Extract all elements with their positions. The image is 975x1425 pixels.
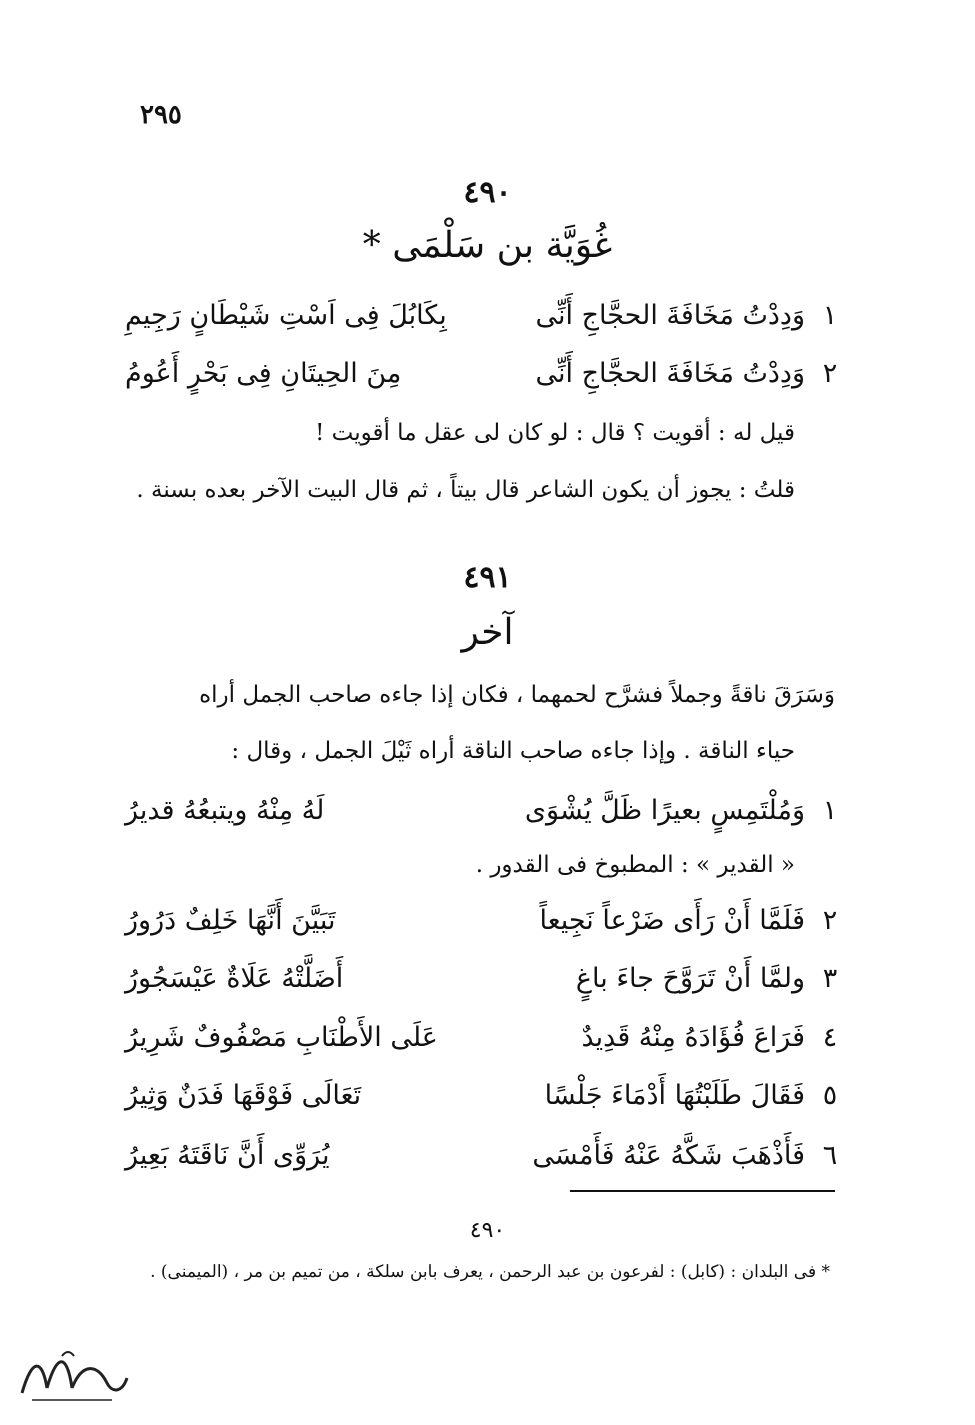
page-number: ٢٩٥ — [140, 100, 182, 130]
verse-line — [125, 795, 845, 843]
verse-second-hemistich: عَلَى الأَطْنَابِ مَصْفُوفٌ شَرِيرُ — [125, 1022, 438, 1053]
verse-line — [125, 358, 845, 406]
verse-number: ١ — [822, 795, 838, 826]
prose-line: قلتُ : يجوز أن يكون الشاعر قال بيتاً ، ثم قال البيت الآخر بعده بسنة . — [136, 477, 795, 503]
verse-second-hemistich: لَهُ مِنْهُ ويتبعُهُ قديرُ — [125, 795, 325, 826]
verse-number: ٤ — [822, 1022, 838, 1053]
verse-first-hemistich: فَلَمَّا أَنْ رَأَى ضَرْعاً نَجِيعاً — [539, 905, 805, 936]
verse-line — [125, 1022, 845, 1070]
verse-number: ٢ — [822, 905, 838, 936]
library-stamp-logo — [12, 1338, 132, 1410]
prose-line: حياء الناقة . وإذا جاءه صاحب الناقة أراه ثَيْلَ الجمل ، وقال : — [231, 738, 795, 764]
verse-number: ٥ — [822, 1080, 838, 1111]
verse-first-hemistich: وَمُلْتَمِسٍ بعيرًا ظَلَّ يُشْوَى — [524, 795, 805, 826]
verse-first-hemistich: وَدِدْتُ مَخَافَةَ الحجَّاجِ أَنِّى — [535, 358, 805, 389]
verse-line — [125, 300, 845, 348]
verse-line — [125, 1140, 845, 1188]
verse-first-hemistich: فَرَاعَ فُؤَادَهُ مِنْهُ قَدِيدٌ — [581, 1022, 805, 1053]
verse-second-hemistich: يُرَوِّى أَنَّ نَاقَتَهُ بَعِيرُ — [125, 1140, 330, 1171]
verse-second-hemistich: بِكَابُلَ فِى اَسْتِ شَيْطَانٍ رَجِيمِ — [125, 300, 447, 331]
verse-number: ٢ — [822, 358, 838, 389]
verse-first-hemistich: وَدِدْتُ مَخَافَةَ الحجَّاجِ أَنِّى — [535, 300, 805, 331]
section-heading: آخر — [461, 612, 514, 653]
section-number: ٤٩١ — [463, 560, 512, 595]
verse-second-hemistich: أَضَلَّتْهُ عَلَاةٌ عَيْسَجُورُ — [125, 963, 344, 994]
footnote-text: * فى البلدان : (كابل) : لفرعون بن عبد الرحمن ، يعرف بابن سلكة ، من تميم بن مر ، (الميمنى) . — [150, 1262, 830, 1282]
verse-number: ١ — [822, 300, 838, 331]
footnote-divider — [570, 1190, 835, 1192]
verse-second-hemistich: مِنَ الحِيتَانِ فِى بَحْرٍ أَعُومُ — [125, 358, 402, 389]
prose-line: وَسَرَقَ ناقةً وجملاً فشرَّح لحمهما ، فكان إذا جاءه صاحب الجمل أراه — [199, 682, 835, 708]
verse-first-hemistich: فَأَذْهَبَ شَكَّهُ عَنْهُ فَأَمْسَى — [532, 1140, 805, 1171]
verse-line — [125, 963, 845, 1011]
prose-line: قيل له : أقويت ؟ قال : لو كان لى عقل ما أقويت ! — [315, 420, 795, 446]
verse-first-hemistich: ولمَّا أَنْ تَرَوَّحَ جاءَ باغٍ — [575, 963, 805, 994]
verse-first-hemistich: فَقَالَ طَلَبْتُهَا أَدْمَاءَ جَلْسًا — [544, 1080, 805, 1111]
gloss-line: « القدير » : المطبوخ فى القدور . — [475, 852, 795, 878]
verse-line — [125, 1080, 845, 1128]
footnote-section-number: ٤٩٠ — [469, 1218, 506, 1243]
verse-number: ٣ — [822, 963, 838, 994]
verse-number: ٦ — [822, 1140, 838, 1171]
verse-second-hemistich: تَبَيَّنَ أَنَّهَا خَلِفٌ دَرُورُ — [125, 905, 336, 936]
verse-line — [125, 905, 845, 953]
verse-second-hemistich: تَعَالَى فَوْقَهَا فَدَنٌ وَثِيرُ — [125, 1080, 362, 1111]
section-heading: غُوَيَّة بن سَلْمَى * — [362, 225, 613, 266]
section-number: ٤٩٠ — [463, 175, 512, 210]
